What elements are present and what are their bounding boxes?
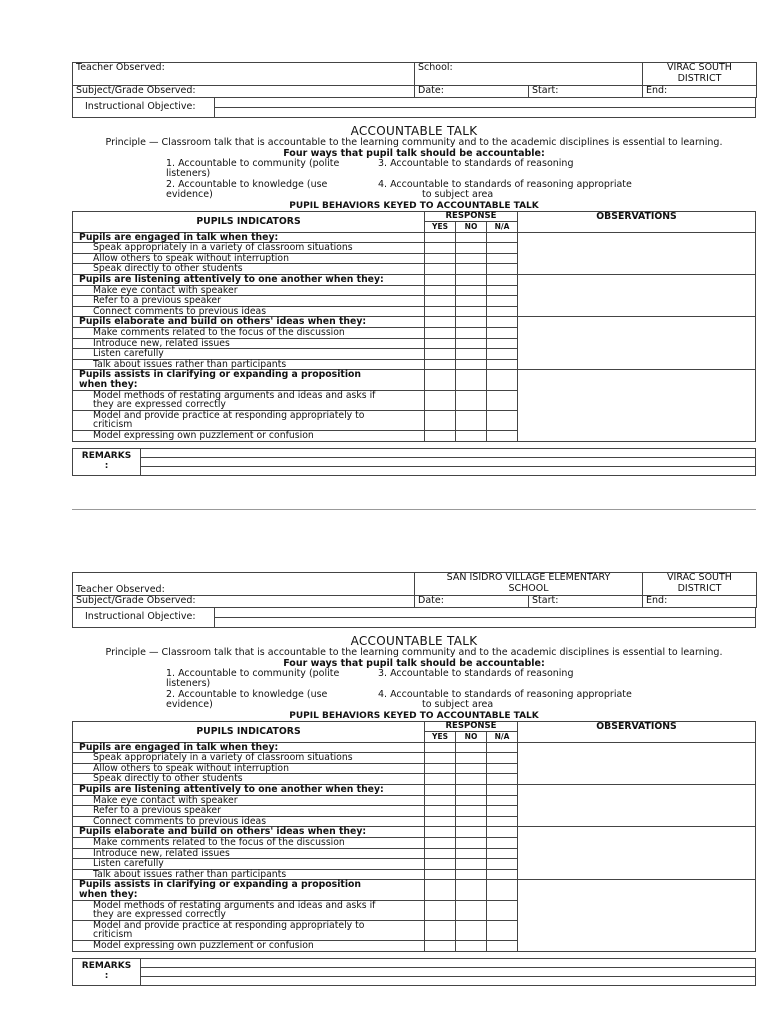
na-cell[interactable] <box>487 848 518 859</box>
indicator-item <box>73 900 425 920</box>
yes-cell[interactable] <box>425 410 456 430</box>
four-ways-heading: Four ways that pupil talk should be accountable: <box>283 147 545 159</box>
objective-line-1[interactable] <box>215 98 756 108</box>
na-cell[interactable] <box>487 349 518 360</box>
yes-cell[interactable] <box>425 806 456 817</box>
subject-grade-label: Subject/Grade Observed: <box>73 596 415 608</box>
yes-cell[interactable] <box>425 795 456 806</box>
district-cell <box>643 63 757 86</box>
na-cell[interactable] <box>487 742 518 753</box>
no-cell[interactable] <box>456 827 487 838</box>
remarks-label-a: REMARKS <box>81 960 132 971</box>
observations-cell[interactable] <box>518 880 756 951</box>
indicator-line-b: criticism <box>93 929 133 941</box>
district-line2: DISTRICT <box>677 72 722 84</box>
four-ways-heading: Four ways that pupil talk should be accountable: <box>283 657 545 669</box>
indicator-line-a: Model and provide practice at responding appropriately to <box>93 919 365 931</box>
col-observations: OBSERVATIONS <box>518 211 756 232</box>
na-cell[interactable] <box>487 816 518 827</box>
observations-cell[interactable] <box>518 785 756 827</box>
no-cell[interactable] <box>456 869 487 880</box>
col-response: RESPONSE <box>425 721 518 732</box>
no-cell[interactable] <box>456 880 487 900</box>
yes-cell[interactable] <box>425 264 456 275</box>
na-cell[interactable] <box>487 774 518 785</box>
no-cell[interactable] <box>456 806 487 817</box>
yes-cell[interactable] <box>425 869 456 880</box>
yes-cell[interactable] <box>425 430 456 441</box>
keyed-heading: PUPIL BEHAVIORS KEYED TO ACCOUNTABLE TALK <box>289 200 539 211</box>
yes-cell[interactable] <box>425 275 456 286</box>
no-cell[interactable] <box>456 785 487 796</box>
remarks-label-b: : <box>104 971 109 982</box>
na-cell[interactable] <box>487 920 518 940</box>
indicator-item: Refer to a previous speaker <box>73 296 425 307</box>
principle-text: Principle — Classroom talk that is accountable to the learning community and to the academic disciplines is essential to learning. <box>105 646 723 658</box>
way-1-line-a: 1. Accountable to community (polite <box>166 667 340 679</box>
indicator-item: Speak appropriately in a variety of classroom situations <box>73 243 425 254</box>
indicator-item: Allow others to speak without interruption <box>73 253 425 264</box>
yes-cell[interactable] <box>425 753 456 764</box>
remarks-line-1[interactable] <box>141 958 756 967</box>
objective-label: Instructional Objective: <box>73 608 215 628</box>
no-cell[interactable] <box>456 328 487 339</box>
no-cell[interactable] <box>456 253 487 264</box>
category-listening: Pupils are listening attentively to one another when they: <box>73 785 425 796</box>
na-cell[interactable] <box>487 753 518 764</box>
no-cell[interactable] <box>456 859 487 870</box>
indicator-line-a: Model methods of restating arguments and ideas and asks if <box>93 389 376 401</box>
header-table <box>72 572 757 608</box>
way-4-line-a: 4. Accountable to standards of reasoning appropriate <box>378 688 632 700</box>
remarks-line-1[interactable] <box>141 448 756 457</box>
yes-cell[interactable] <box>425 742 456 753</box>
end-label: End: <box>643 86 757 98</box>
indicator-item: Introduce new, related issues <box>73 338 425 349</box>
way-1-line-b: listeners) <box>166 677 211 689</box>
remarks-line-2[interactable] <box>141 457 756 466</box>
col-response: RESPONSE <box>425 211 518 222</box>
na-cell[interactable] <box>487 838 518 849</box>
no-cell[interactable] <box>456 742 487 753</box>
indicator-item: Model expressing own puzzlement or confusion <box>73 430 425 441</box>
indicator-line-a: Model and provide practice at responding appropriately to <box>93 409 365 421</box>
objective-line-2[interactable] <box>215 617 756 627</box>
na-cell[interactable] <box>487 328 518 339</box>
way-3: 3. Accountable to standards of reasoning <box>378 157 574 169</box>
no-cell[interactable] <box>456 275 487 286</box>
yes-cell[interactable] <box>425 232 456 243</box>
remarks-line-3[interactable] <box>141 976 756 985</box>
indicator-item: Listen carefully <box>73 859 425 870</box>
observations-cell[interactable] <box>518 742 756 784</box>
way-2-line-b: evidence) <box>166 188 213 200</box>
na-cell[interactable] <box>487 390 518 410</box>
na-cell[interactable] <box>487 359 518 370</box>
district-line2: DISTRICT <box>677 582 722 594</box>
no-cell[interactable] <box>456 264 487 275</box>
way-2-line-b: evidence) <box>166 698 213 710</box>
way-4-line-a: 4. Accountable to standards of reasoning appropriate <box>378 178 632 190</box>
na-cell[interactable] <box>487 827 518 838</box>
na-cell[interactable] <box>487 806 518 817</box>
category-engaged: Pupils are engaged in talk when they: <box>73 232 425 243</box>
indicator-item: Make comments related to the focus of the discussion <box>73 838 425 849</box>
subject-grade-label: Subject/Grade Observed: <box>73 86 415 98</box>
school-label: School: <box>415 63 643 86</box>
remarks-label-b: : <box>104 461 109 472</box>
na-cell[interactable] <box>487 900 518 920</box>
col-indicators: PUPILS INDICATORS <box>73 211 425 232</box>
way-4-line-b: to subject area <box>422 698 494 710</box>
principle-text: Principle — Classroom talk that is accountable to the learning community and to the academic disciplines is essential to learning. <box>105 136 723 148</box>
observations-cell[interactable] <box>518 317 756 370</box>
no-cell[interactable] <box>456 900 487 920</box>
indicator-line-b: they are expressed correctly <box>93 909 226 921</box>
na-cell[interactable] <box>487 430 518 441</box>
yes-cell[interactable] <box>425 880 456 900</box>
na-cell[interactable] <box>487 869 518 880</box>
category-elaborate: Pupils elaborate and build on others' ideas when they: <box>73 317 425 328</box>
no-cell[interactable] <box>456 370 487 390</box>
no-cell[interactable] <box>456 410 487 430</box>
four-ways-list <box>72 669 756 711</box>
indicator-item: Allow others to speak without interruption <box>73 763 425 774</box>
category-clarifying-line-b: when they: <box>79 379 138 390</box>
yes-cell[interactable] <box>425 816 456 827</box>
observations-cell[interactable] <box>518 275 756 317</box>
yes-cell[interactable] <box>425 317 456 328</box>
yes-cell[interactable] <box>425 920 456 940</box>
yes-cell[interactable] <box>425 243 456 254</box>
way-2-line-a: 2. Accountable to knowledge (use <box>166 178 328 190</box>
observation-form-1 <box>72 62 756 476</box>
objective-line-2[interactable] <box>215 107 756 117</box>
remarks-line-2[interactable] <box>141 967 756 976</box>
na-cell[interactable] <box>487 317 518 328</box>
yes-cell[interactable] <box>425 848 456 859</box>
category-engaged: Pupils are engaged in talk when they: <box>73 742 425 753</box>
district-cell <box>643 573 757 596</box>
indicator-line-a: Model methods of restating arguments and ideas and asks if <box>93 899 376 911</box>
na-cell[interactable] <box>487 243 518 254</box>
yes-cell[interactable] <box>425 253 456 264</box>
district-line1: VIRAC SOUTH <box>667 572 732 583</box>
category-listening: Pupils are listening attentively to one another when they: <box>73 275 425 286</box>
yes-cell[interactable] <box>425 763 456 774</box>
remarks-table <box>72 958 756 986</box>
indicator-item: Speak directly to other students <box>73 774 425 785</box>
no-cell[interactable] <box>456 306 487 317</box>
no-cell[interactable] <box>456 940 487 951</box>
indicator-item: Refer to a previous speaker <box>73 806 425 817</box>
na-cell[interactable] <box>487 253 518 264</box>
yes-cell[interactable] <box>425 900 456 920</box>
na-cell[interactable] <box>487 763 518 774</box>
remarks-table <box>72 448 756 476</box>
indicators-table <box>72 211 756 442</box>
category-clarifying <box>73 370 425 390</box>
way-4-line-b: to subject area <box>422 188 494 200</box>
keyed-heading: PUPIL BEHAVIORS KEYED TO ACCOUNTABLE TALK <box>289 710 539 721</box>
no-cell[interactable] <box>456 838 487 849</box>
col-na: N/A <box>487 732 518 743</box>
yes-cell[interactable] <box>425 370 456 390</box>
yes-cell[interactable] <box>425 296 456 307</box>
start-label: Start: <box>529 86 643 98</box>
yes-cell[interactable] <box>425 827 456 838</box>
no-cell[interactable] <box>456 296 487 307</box>
objective-label: Instructional Objective: <box>73 98 215 118</box>
category-clarifying-line-a: Pupils assists in clarifying or expanding a proposition <box>79 879 362 891</box>
page-divider <box>72 509 756 510</box>
indicator-item: Speak directly to other students <box>73 264 425 275</box>
form-title: ACCOUNTABLE TALK <box>350 633 478 648</box>
no-cell[interactable] <box>456 390 487 410</box>
col-no: NO <box>456 732 487 743</box>
remarks-label <box>73 958 141 985</box>
yes-cell[interactable] <box>425 349 456 360</box>
no-cell[interactable] <box>456 285 487 296</box>
no-cell[interactable] <box>456 816 487 827</box>
na-cell[interactable] <box>487 370 518 390</box>
observations-cell[interactable] <box>518 232 756 274</box>
no-cell[interactable] <box>456 920 487 940</box>
remarks-line-3[interactable] <box>141 466 756 475</box>
na-cell[interactable] <box>487 410 518 430</box>
no-cell[interactable] <box>456 848 487 859</box>
way-1-line-a: 1. Accountable to community (polite <box>166 157 340 169</box>
col-indicators: PUPILS INDICATORS <box>73 721 425 742</box>
way-2-line-a: 2. Accountable to knowledge (use <box>166 688 328 700</box>
indicator-item <box>73 920 425 940</box>
indicator-item: Listen carefully <box>73 349 425 360</box>
teacher-observed-label: Teacher Observed: <box>73 63 415 86</box>
col-observations: OBSERVATIONS <box>518 721 756 742</box>
way-3: 3. Accountable to standards of reasoning <box>378 667 574 679</box>
indicator-item: Speak appropriately in a variety of classroom situations <box>73 753 425 764</box>
yes-cell[interactable] <box>425 940 456 951</box>
no-cell[interactable] <box>456 763 487 774</box>
yes-cell[interactable] <box>425 328 456 339</box>
yes-cell[interactable] <box>425 359 456 370</box>
school-line2: SCHOOL <box>508 582 549 594</box>
category-clarifying-line-b: when they: <box>79 889 138 900</box>
na-cell[interactable] <box>487 338 518 349</box>
indicator-item: Make eye contact with speaker <box>73 285 425 296</box>
yes-cell[interactable] <box>425 859 456 870</box>
date-label: Date: <box>415 596 529 608</box>
indicator-item: Make eye contact with speaker <box>73 795 425 806</box>
na-cell[interactable] <box>487 275 518 286</box>
school-line1: SAN ISIDRO VILLAGE ELEMENTARY <box>446 572 611 583</box>
yes-cell[interactable] <box>425 285 456 296</box>
no-cell[interactable] <box>456 359 487 370</box>
na-cell[interactable] <box>487 285 518 296</box>
observation-form-2 <box>72 572 756 986</box>
na-cell[interactable] <box>487 880 518 900</box>
no-cell[interactable] <box>456 232 487 243</box>
no-cell[interactable] <box>456 430 487 441</box>
four-ways-list <box>72 159 756 201</box>
yes-cell[interactable] <box>425 838 456 849</box>
teacher-observed-label: Teacher Observed: <box>73 573 415 596</box>
na-cell[interactable] <box>487 940 518 951</box>
no-cell[interactable] <box>456 243 487 254</box>
yes-cell[interactable] <box>425 390 456 410</box>
category-elaborate: Pupils elaborate and build on others' ideas when they: <box>73 827 425 838</box>
no-cell[interactable] <box>456 795 487 806</box>
indicator-line-b: they are expressed correctly <box>93 399 226 411</box>
header-table <box>72 62 757 98</box>
remarks-label <box>73 448 141 475</box>
na-cell[interactable] <box>487 264 518 275</box>
observations-cell[interactable] <box>518 370 756 441</box>
indicator-item: Model expressing own puzzlement or confusion <box>73 940 425 951</box>
indicator-item <box>73 410 425 430</box>
start-label: Start: <box>529 596 643 608</box>
indicator-item: Talk about issues rather than participants <box>73 869 425 880</box>
objective-table <box>72 98 756 118</box>
indicator-item: Talk about issues rather than participants <box>73 359 425 370</box>
col-yes: YES <box>425 732 456 743</box>
end-label: End: <box>643 596 757 608</box>
district-line1: VIRAC SOUTH <box>667 62 732 73</box>
na-cell[interactable] <box>487 795 518 806</box>
objective-table <box>72 608 756 628</box>
indicator-item: Make comments related to the focus of the discussion <box>73 328 425 339</box>
na-cell[interactable] <box>487 296 518 307</box>
date-label: Date: <box>415 86 529 98</box>
yes-cell[interactable] <box>425 306 456 317</box>
no-cell[interactable] <box>456 338 487 349</box>
indicator-item: Connect comments to previous ideas <box>73 816 425 827</box>
indicator-item: Introduce new, related issues <box>73 848 425 859</box>
form-title: ACCOUNTABLE TALK <box>350 123 478 138</box>
indicator-item <box>73 390 425 410</box>
way-1-line-b: listeners) <box>166 167 211 179</box>
category-clarifying-line-a: Pupils assists in clarifying or expanding a proposition <box>79 369 362 381</box>
col-na: N/A <box>487 222 518 233</box>
no-cell[interactable] <box>456 774 487 785</box>
observations-cell[interactable] <box>518 827 756 880</box>
yes-cell[interactable] <box>425 785 456 796</box>
school-cell <box>415 573 643 596</box>
category-clarifying <box>73 880 425 900</box>
na-cell[interactable] <box>487 232 518 243</box>
na-cell[interactable] <box>487 859 518 870</box>
na-cell[interactable] <box>487 306 518 317</box>
yes-cell[interactable] <box>425 774 456 785</box>
indicator-line-b: criticism <box>93 419 133 431</box>
col-yes: YES <box>425 222 456 233</box>
indicator-item: Connect comments to previous ideas <box>73 306 425 317</box>
indicators-table <box>72 721 756 952</box>
col-no: NO <box>456 222 487 233</box>
na-cell[interactable] <box>487 785 518 796</box>
no-cell[interactable] <box>456 317 487 328</box>
yes-cell[interactable] <box>425 338 456 349</box>
remarks-label-a: REMARKS <box>81 450 132 461</box>
no-cell[interactable] <box>456 753 487 764</box>
objective-line-1[interactable] <box>215 608 756 618</box>
no-cell[interactable] <box>456 349 487 360</box>
